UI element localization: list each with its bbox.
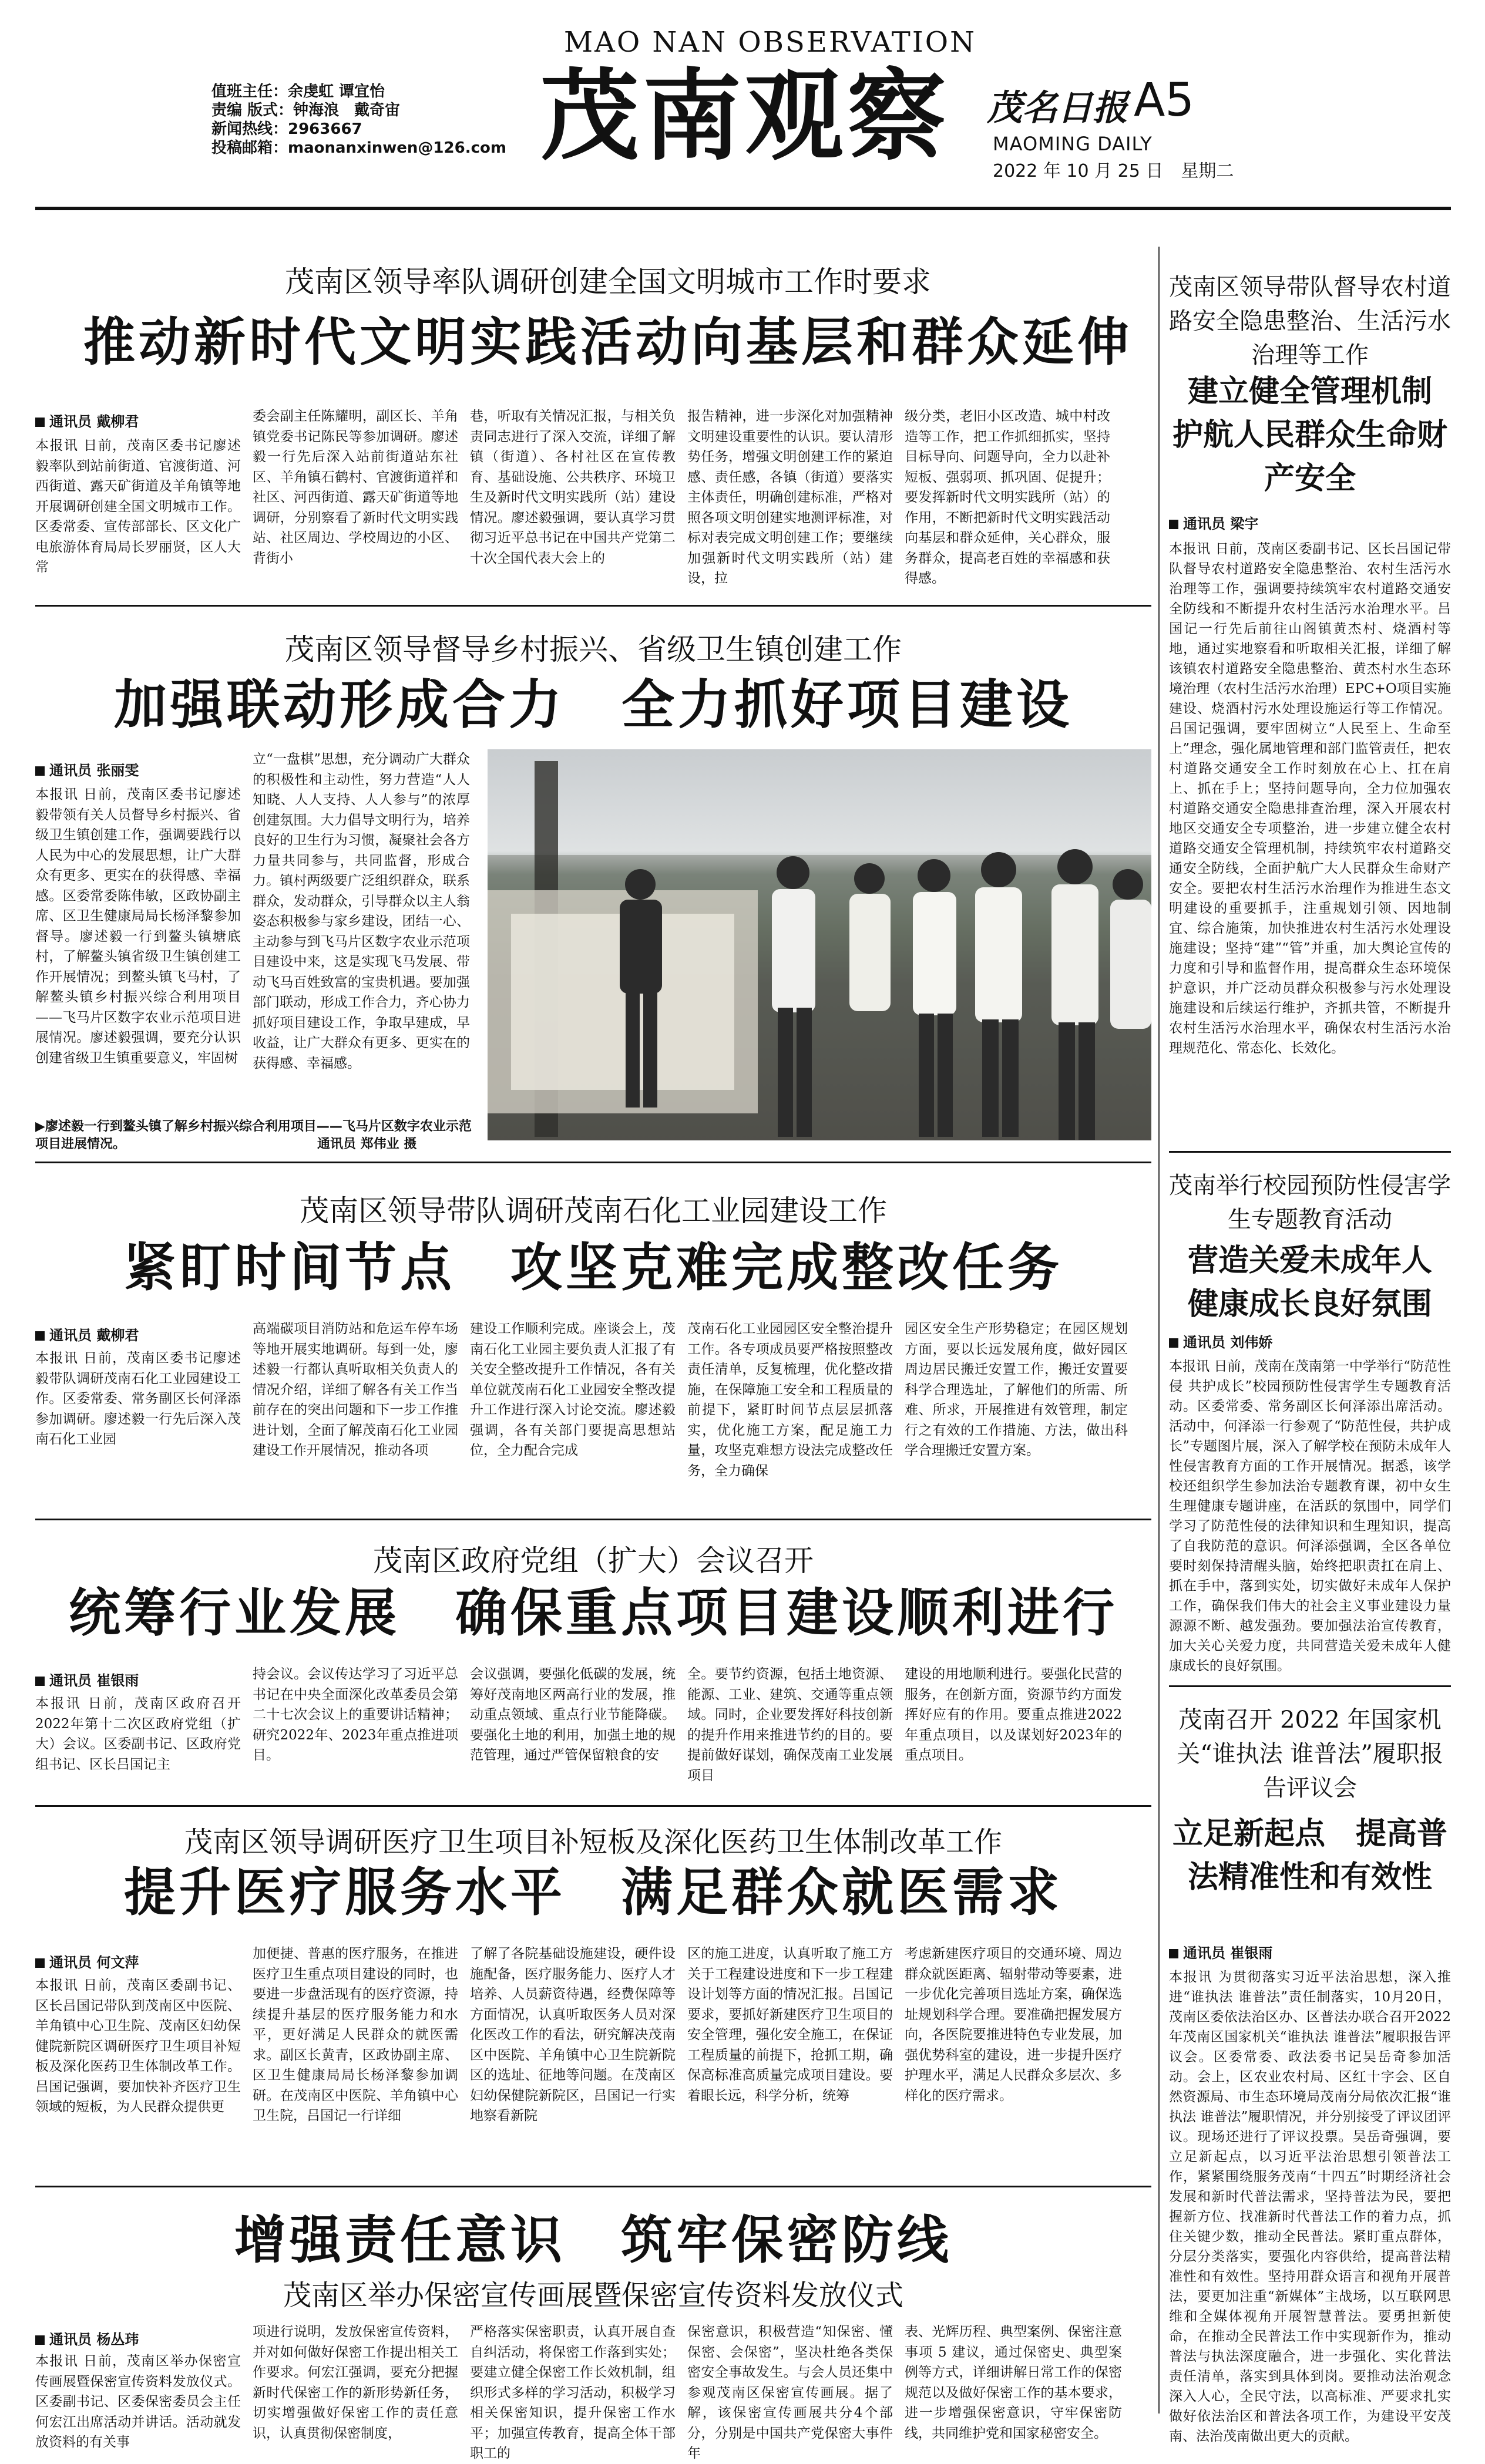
a1-col-1: 本报讯 日前，茂南区委书记廖述毅率队到站前街道、官渡街道、河西街道、露天矿街道及羊角镇等地开展调研创建全国文明城市工作。区委常委、宣传部部长、区文化广电旅游体育局局长罗丽贤，区人大常 bbox=[35, 438, 241, 575]
divider bbox=[35, 1519, 1151, 1520]
reporter-mark-icon bbox=[35, 2335, 45, 2345]
r2-header: 茂南举行校园预防性侵害学生专题教育活动 bbox=[1169, 1172, 1451, 1233]
r3-reporter-name: 通讯员 崔银雨 bbox=[1183, 1945, 1273, 1961]
a2-title: 加强联动形成合力 全力抓好项目建设 bbox=[114, 674, 1073, 736]
a4-col-4: 全。要节约资源，包括土地资源、能源、工业、建筑、交通等重点领域。同时，企业要发挥好科技创新的提升作用来推进节约的目的。要提前做好谋划，确保茂南工业发展项目 bbox=[687, 1667, 893, 1783]
editor-info bbox=[211, 82, 540, 157]
a3-reporter-name: 通讯员 戴柳君 bbox=[49, 1327, 139, 1344]
section-english: MAO NAN OBSERVATION bbox=[564, 26, 977, 59]
a3-col-4: 茂南石化工业园园区安全整治提升工作。各专项成员要严格按照整改责任清单，反复梳理，优化整改措施，在保障施工安全和工程质量的前提下，紧盯时间节点层层抓落实，优化施工方案，配足施工力量，攻坚克难想方设法完成整改任务，全力确保 bbox=[687, 1321, 893, 1479]
reporter-mark-icon bbox=[35, 1958, 45, 1968]
email: 投稿邮箱：maonanxinwen@126.com bbox=[211, 139, 506, 157]
a4-col-1: 本报讯 日前，茂南区政府召开2022年第十二次区政府党组（扩大）会议。区委副书记、区政府党组书记、区长吕国记主 bbox=[35, 1696, 241, 1772]
a6-col-2: 项进行说明，发放保密宣传资料，并对如何做好保密工作提出相关工作要求。何宏江强调，要充分把握新时代保密工作的新形势新任务，切实增强做好保密工作的责任意识，认真贯彻保密制度， bbox=[253, 2324, 458, 2441]
a3-subtitle: 茂南区领导带队调研茂南石化工业园建设工作 bbox=[300, 1194, 887, 1228]
a6-reporter-name: 通讯员 杨丛玮 bbox=[49, 2331, 139, 2348]
r3-header: 茂南召开 2022 年国家机关“谁执法 谁普法”履职报告评议会 bbox=[1177, 1706, 1443, 1802]
divider bbox=[1169, 1151, 1451, 1153]
a1-title: 推动新时代文明实践活动向基层和群众延伸 bbox=[83, 311, 1133, 372]
r1-header: 茂南区领导带队督导农村道路安全隐患整治、生活污水治理等工作 bbox=[1169, 274, 1451, 369]
a4-col-3: 会议强调，要强化低碳的发展，统筹好茂南地区两高行业的发展，推动重点领域、重点行业节能降碳。要强化土地的利用，加强土地的规范管理，通过严管保留粮食的安 bbox=[470, 1667, 676, 1763]
a5-reporter-name: 通讯员 何文萍 bbox=[49, 1954, 139, 1971]
reporter-mark-icon bbox=[35, 1331, 45, 1341]
a4-reporter-name: 通讯员 崔银雨 bbox=[49, 1672, 139, 1689]
a2-reporter-name: 通讯员 张丽雯 bbox=[49, 762, 139, 779]
a2-subtitle: 茂南区领导督导乡村振兴、省级卫生镇创建工作 bbox=[285, 632, 902, 667]
a3-reporter bbox=[35, 1326, 229, 1345]
a1-reporter bbox=[35, 412, 229, 431]
r2-title: 营造关爱未成年人 健康成长良好氛围 bbox=[1187, 1243, 1463, 1322]
a5-col-3: 了解了各院基础设施建设，硬件设施配备，医疗服务能力、医疗人才培养、人员薪资待遇，经费保障等方面情况，认真听取医务人员对深化医改工作的看法，研究解决茂南区中医院、羊角镇中心卫生院新院区的选址、征地等问题。在茂南区妇幼保健院新院区，吕国记一行实地察看新院 bbox=[470, 1946, 676, 2123]
paper-english: MAOMING DAILY bbox=[993, 133, 1153, 155]
a5-col-5: 考虑新建医疗项目的交通环境、周边群众就医距离、辐射带动等要素，进一步优化完善项目选址方案，确保选址规划科学合理。要准确把握发展方向，各医院要推进特色专业发展，加强优势科室的建设，进一步提升医疗护理水平，满足人民群众多层次、多样化的医疗需求。 bbox=[905, 1946, 1122, 2103]
divider bbox=[35, 1162, 1151, 1163]
r3-body: 本报讯 为贯彻落实习近平法治思想，深入推进“谁执法 谁普法”责任制落实，10月20日，茂南区委依法治区办、区普法办联合召开2022年茂南区国家机关“谁执法 谁普法”履职报告评议会。区委常委、政法委书记吴岳奇参加活动。会上，区农业农村局、区红十字会、区自然资源局、市生态环境局茂南分局依次汇报“谁执法 谁普法”履职情况，并分别接受了评议团评议。现场还进行了评议投票。吴岳奇强调，要立足新起点，以习近平法治思想引领普法工作，紧紧围绕服务茂南“十四五”时期经济社会发展和新时代普法需求，坚持普法为民，要把握新方位、找准新时代普法工作的着力点，抓住关键少数，推动全民普法。紧盯重点群体，分层分类落实，要强化内容供给，提高普法精准性和有效性。坚持用群众语言和视角开展普法，要更加注重“新媒体”主战场，以互联网思维和全媒体视角开展智慧普法。要勇担新使命，在推动全民普法工作中实现新作为，推动普法与执法深度融合，进一步强化、实化普法责任清单，落实到具体到岗。要推动法治观念深入人心，全民守法，以高标准、严要求扎实做好依法治区和普法各项工作，为建设平安茂南、法治茂南做出更大的贡献。 bbox=[1169, 1970, 1451, 2444]
news-photo bbox=[488, 749, 1151, 1140]
a2-col-1: 本报讯 日前，茂南区委书记廖述毅带领有关人员督导乡村振兴、省级卫生镇创建工作，强调要践行以人民为中心的发展思想，让广大群众有更多、更实在的获得感、幸福感。区委常委陈伟敏，区政协副主席、区卫生健康局局长杨泽黎参加督导。廖述毅一行到鳌头镇塘底村，了解鳌头镇省级卫生镇创建工作开展情况；到鳌头镇飞马村，了解鳌头镇乡村振兴综合利用项目——飞马片区数字农业示范项目进展情况。廖述毅强调，要充分认识创建省级卫生镇重要意义，牢固树 bbox=[35, 787, 241, 1066]
a6-col-3: 严格落实保密职责，认真开展自查自纠活动，将保密工作落到实处；要建立健全保密工作长效机制，组织形式多样的学习活动，积极学习相关保密知识，提升保密工作水平；加强宣传教育，提高全体干部职工的 bbox=[470, 2324, 676, 2461]
reporter-mark-icon bbox=[1169, 1949, 1178, 1958]
a1-col-5: 级分类，老旧小区改造、城中村改造等工作，把工作抓细抓实，坚持目标导向、问题导向，全力以赴补短板、强弱项、抓巩固、促提升；要发挥新时代文明实践所（站）的作用，不断把新时代文明实践活动向基层和群众延伸，关心群众，服务群众，提高老百姓的幸福感和获得感。 bbox=[905, 409, 1110, 586]
r3-reporter bbox=[1169, 1944, 1451, 1963]
paper-name: 茂名日报 bbox=[987, 87, 1128, 129]
a1-reporter-name: 通讯员 戴柳君 bbox=[49, 413, 139, 430]
a4-col-2: 持会议。会议传达学习了习近平总书记在中央全面深化改革委员会第二十七次会议上的重要讲话精神；研究2022年、2023年重点推进项目。 bbox=[253, 1667, 458, 1763]
a2-col-2: 立“一盘棋”思想，充分调动广大群众的积极性和主动性，努力营造“人人知晓、人人支持、人人参与”的浓厚创建氛围。大力倡导文明行为，培养良好的卫生行为习惯，凝聚社会各方力量共同参与，共同监督，形成合力。镇村两级要广泛组织群众，联系群众，发动群众，引导群众以主人翁姿态积极参与家乡建设，团结一心、主动参与到飞马片区数字农业示范项目建设中来，这是实现飞马发展、带动飞马百姓致富的宝贵机遇。要加强部门联动，形成工作合力，齐心协力抓好项目建设工作，争取早建成，早收益，让广大群众有更多、更实在的获得感、幸福感。 bbox=[253, 752, 470, 1071]
r2-reporter bbox=[1169, 1333, 1451, 1352]
a3-title: 紧盯时间节点 攻坚克难完成整改任务 bbox=[123, 1237, 1063, 1298]
r2-reporter-name: 通讯员 刘伟娇 bbox=[1183, 1334, 1273, 1351]
a6-reporter bbox=[35, 2330, 229, 2349]
page-number: A5 bbox=[1134, 74, 1194, 127]
a1-col-4: 报告精神，进一步深化对加强精神文明建设重要性的认识。要认清形势任务，增强文明创建工作的紧迫感、责任感，各镇（街道）要落实主体责任，明确创建标准，严格对照各项文明创建实地测评标准，对标对表完成文明创建工作；要继续加强新时代文明实践所（站）建设，拉 bbox=[687, 409, 893, 586]
photo-credit: 通讯员 郑伟业 摄 bbox=[317, 1137, 417, 1152]
r1-reporter-name: 通讯员 梁宇 bbox=[1183, 516, 1259, 532]
a4-reporter bbox=[35, 1671, 229, 1690]
a4-subtitle: 茂南区政府党组（扩大）会议召开 bbox=[373, 1544, 814, 1578]
divider bbox=[1169, 1685, 1451, 1687]
r1-title: 建立健全管理机制 护航人民群众生命财产安全 bbox=[1172, 373, 1463, 496]
photo-scene bbox=[488, 749, 1151, 1140]
reporter-mark-icon bbox=[35, 766, 45, 776]
a3-col-3: 建设工作顺利完成。座谈会上，茂南石化工业园主要负责人汇报了有关安全整改提升工作情况，各有关单位就茂南石化工业园安全整改提升工作进行深入讨论交流。廖述毅强调，各有关部门要提高思想站位，全力配合完成 bbox=[470, 1321, 676, 1458]
r2-body: 本报讯 日前，茂南在茂南第一中学举行“防范性侵 共护成长”校园预防性侵害学生专题教育活动。区委常委、常务副区长何泽添出席活动。活动中，何泽添一行参观了“防范性侵，共护成长”专题图片展，深入了解学校在预防未成年人性侵害教育方面的工作开展情况。据悉，该学校还组织学生参加法治专题教育课，初中女生生理健康专题讲座，在活跃的氛围中，同学们学习了防范性侵的法律知识和生理知识，提高了自我防范的意识。何泽添强调，全区各单位要时刻保持清醒头脑，始终把职责扛在肩上、抓在手中，落到实处，切实做好未成年人保护工作，确保我们伟大的社会主义事业建设力量源源不断、越发强劲。要加强法治宣传教育，加大关心关爱力度，共同营造关爱未成年人健康成长的良好氛围。 bbox=[1169, 1359, 1451, 1674]
a4-col-5: 建设的用地顺利进行。要强化民营的服务，在创新方面，资源节约方面发挥好应有的作用。要重点推进2022年重点项目，以及谋划好2023年的重点项目。 bbox=[905, 1667, 1122, 1763]
a5-col-1: 本报讯 日前，茂南区委副书记、区长吕国记带队到茂南区中医院、羊角镇中心卫生院、茂南区妇幼保健院新院区调研医疗卫生项目补短板及深化医药卫生体制改革工作。吕国记强调，要加快补齐医疗卫生领域的短板，为人民群众提供更 bbox=[35, 1978, 241, 2115]
a5-subtitle: 茂南区领导调研医疗卫生项目补短板及深化医药卫生体制改革工作 bbox=[184, 1826, 1002, 1859]
photo-caption: ▶廖述毅一行到鳌头镇了解乡村振兴综合利用项目——飞马片区数字农业示范项目进展情况。 bbox=[35, 1119, 472, 1152]
divider bbox=[35, 1805, 1151, 1807]
a2-reporter bbox=[35, 761, 247, 780]
hotline: 新闻热线：2963667 bbox=[211, 120, 362, 138]
a5-col-2: 加便捷、普惠的医疗服务，在推进医疗卫生重点项目建设的同时，也要进一步盘活现有的医疗资源，持续提升基层的医疗服务能力和水平，更好满足人民群众的就医需求。副区长黄青，区政协副主席、区卫生健康局局长杨泽黎参加调研。在茂南区中医院、羊角镇中心卫生院，吕国记一行详细 bbox=[253, 1946, 458, 2123]
a5-col-4: 区的施工进度，认真听取了施工方关于工程建设进度和下一步工程建设计划等方面的情况汇报。吕国记要求，要抓好新建医疗卫生项目的安全管理，强化安全施工，在保证工程质量的前提下，抢抓工期，确保高标准高质量完成项目建设。要着眼长远，科学分析，统筹 bbox=[687, 1946, 893, 2103]
section-title: 茂南观察 bbox=[540, 58, 949, 174]
r3-title: 立足新起点 提高普法精准性和有效性 bbox=[1172, 1816, 1447, 1895]
divider bbox=[35, 605, 1151, 607]
a6-title: 增强责任意识 筑牢保密防线 bbox=[234, 2209, 952, 2270]
a5-reporter bbox=[35, 1953, 229, 1972]
r1-reporter bbox=[1169, 514, 1451, 533]
a3-col-5: 园区安全生产形势稳定；在园区规划方面，要以长远发展角度，做好园区周边居民搬迁安置工作，搬迁安置要科学合理选址，了解他们的所需、所难、所求，开展推进有效管理，制定行之有效的工作措施、方法，做出科学合理搬迁安置方案。 bbox=[905, 1321, 1128, 1458]
a1-col-3: 巷，听取有关情况汇报，与相关负责同志进行了深入交流，详细了解镇（街道）、各村社区在宣传教育、基础设施、公共秩序、环境卫生及新时代文明实践所（站）建设情况。廖述毅强调，要认真学习贯彻习近平总书记在中国共产党第二十次全国代表大会上的 bbox=[470, 409, 676, 566]
column-divider bbox=[1158, 247, 1160, 2413]
divider bbox=[35, 2186, 1151, 2187]
r1-body: 本报讯 日前，茂南区委副书记、区长吕国记带队督导农村道路安全隐患整治、农村生活污水治理等工作，强调要持续筑牢农村道路交通安全防线和不断提升农村生活污水治理水平。吕国记一行先后前往山阁镇黄杰村、烧酒村等地，通过实地察看和听取相关汇报，详细了解该镇农村道路安全隐患整治、黄杰村水生态环境治理（农村生活污水治理）EPC+O项目实施建设、烧酒村污水处理设施运行等工作情况。吕国记强调，要牢固树立“人民至上、生命至上”理念，强化属地管理和部门监管责任，把农村道路交通安全工作时刻放在心上、扛在肩上、抓在手上；坚持问题导向，全力位加强农村道路交通安全隐患排查治理，深入开展农村地区交通安全专项整治，进一步建立健全农村道路交通安全管理机制，持续筑牢农村道路交通安全防线，全面护航广大人民群众生命财产安全。要把农村生活污水治理作为推进生态文明建设的重要抓手，注重规划引领、因地制宜、综合施策，加快推进农村生活污水处理设施建设；坚持“建”“管”并重，加大舆论宣传的力度和引导和监督作用，提高群众生态环境保护意识，并广泛动员群众积极参与污水处理设施建设和后续运行维护，齐抓共管，不断提升农村生活污水治理水平，确保农村生活污水治理规范化、常态化、长效化。 bbox=[1169, 541, 1451, 1056]
a6-col-1: 本报讯 日前，茂南区举办保密宣传画展暨保密宣传资料发放仪式。区委副书记、区委保密委员会主任何宏江出席活动并讲话。活动就发放资料的有关事 bbox=[35, 2354, 241, 2450]
design-line: 责编 版式：钟海浪 戴奇宙 bbox=[211, 102, 401, 119]
editor-line: 值班主任：余虔虹 谭宜怡 bbox=[211, 83, 385, 100]
a3-col-2: 高端碳项目消防站和危运车停车场等地开展实地调研。每到一处，廖述毅一行都认真听取相关负责人的情况介绍，详细了解各有关工作当前存在的突出问题和下一步工作推进计划，全面了解茂南石化工业园建设工作开展情况，推动各项 bbox=[253, 1321, 458, 1458]
masthead-rule bbox=[35, 207, 1451, 210]
a1-subtitle: 茂南区领导率队调研创建全国文明城市工作时要求 bbox=[285, 265, 931, 299]
a3-col-1: 本报讯 日前，茂南区委书记廖述毅带队调研茂南石化工业园建设工作。区委常委、常务副区长何泽添参加调研。廖述毅一行先后深入茂南石化工业园 bbox=[35, 1351, 241, 1447]
a5-title: 提升医疗服务水平 满足群众就医需求 bbox=[123, 1862, 1063, 1923]
reporter-mark-icon bbox=[35, 1677, 45, 1686]
reporter-mark-icon bbox=[1169, 1338, 1178, 1348]
reporter-mark-icon bbox=[35, 418, 45, 427]
a6-col-4: 保密意识，积极营造“知保密、懂保密、会保密”，坚决杜绝各类保密安全事故发生。与会人员还集中参观茂南区保密宣传画展。据了解，该保密宣传画展共分4个部分，分别是中国共产党保密大事件年 bbox=[687, 2324, 893, 2461]
reporter-mark-icon bbox=[1169, 520, 1178, 529]
a6-subtitle: 茂南区举办保密宣传画展暨保密宣传资料发放仪式 bbox=[283, 2279, 903, 2312]
a6-col-5: 表、光辉历程、典型案例、保密注意事项 5 建议，通过保密史、典型案例等方式，详细讲解日常工作的保密规范以及做好保密工作的基本要求，进一步增强保密意识，守牢保密防线，共同维护党和国家秘密安全。 bbox=[905, 2324, 1122, 2441]
a1-col-2: 委会副主任陈耀明，副区长、羊角镇党委书记陈民等参加调研。廖述毅一行先后深入站前街道站东社区、羊角镇石鹤村、官渡街道祥和社区、河西街道、露天矿街道等地调研，分别察看了新时代文明实践站、社区周边、学校周边的小区、背街小 bbox=[253, 409, 458, 566]
date: 2022 年 10 月 25 日 星期二 bbox=[993, 161, 1234, 181]
a4-title: 统筹行业发展 确保重点项目建设顺利进行 bbox=[68, 1582, 1118, 1643]
